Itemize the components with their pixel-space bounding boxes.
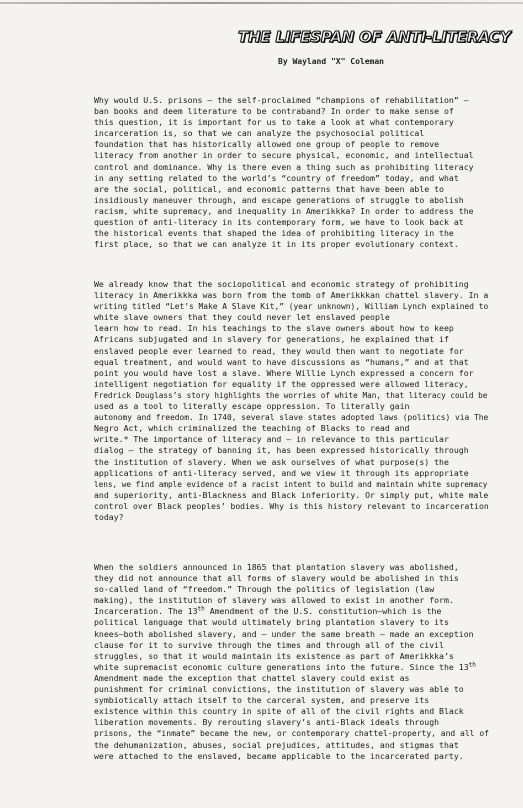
text-line: literacy in Amerikkka was born from the tomb of Amerikkkan chattel slavery. In a (94, 290, 489, 301)
text-line: intelligent negotiation for equality if the oppressed were allowed literacy, (94, 378, 469, 389)
text-line: enslaved people ever learned to read, they would then want to negotiate for (94, 345, 464, 356)
text-line: When the soldiers announced in 1865 that plantation slavery was abolished, (94, 562, 459, 572)
text-line: control over Black peoples’ bodies. Why is this history relevant to incarceration (94, 500, 489, 511)
text-line: Incarceration. The 13th Amendment of the U.S. constitution–which is the (94, 605, 442, 617)
text-line: insidiously maneuver through, and escape generations of struggle to abolish (94, 194, 464, 205)
text-line: the historical events that shaped the idea of prohibiting literacy in the (94, 228, 454, 239)
text-line: autonomy and freedom. In 1740, several slave states adopted laws (politics) via The (94, 413, 489, 423)
text-line: control and dominance. Why is there even a thing such as prohibiting literacy (94, 161, 474, 172)
text-line: dialog – the strategy of banning it, has been expressed historically through (94, 445, 469, 456)
paragraph-2 (94, 279, 490, 523)
text-line: point you would have lost a slave. Where Willie Lynch expressed a concern for (94, 367, 474, 378)
text-line: first place, so that we can analyze it in its proper evolutionary context. (94, 239, 459, 250)
text-line: the institution of slavery. When we ask ourselves of what purpose(s) the (94, 456, 449, 467)
text-line: equal treatment, and would want to have discussions as “humans,” and at that (94, 356, 469, 367)
text-line: and superiority, anti-Blackness and Black inferiority. Or simply put, white male (94, 489, 489, 500)
text-line: prisons, the “inmate” became the new, or contemporary chattel-property, and all of (94, 729, 489, 739)
text-line: symbiotically attach itself to the carceral system, and preserve its (94, 695, 430, 706)
text-line: liberation movements. By rerouting slavery’s anti-Black ideals through (94, 717, 440, 728)
text-line: racism, white supremacy, and inequality in Amerikkka? In order to address the (94, 205, 474, 216)
text-line: write.* The importance of literacy and – in relevance to this particular (94, 434, 449, 445)
text-line: Fredrick Douglass’s story highlights the worries of white Man, that literacy could be (94, 390, 488, 400)
text-line: lens, we find ample evidence of a racist intent to build and maintain white supremacy (94, 479, 488, 489)
text-line: used as a tool to literally escape oppression. To literally gain (94, 401, 410, 412)
page-edge-line (0, 2, 523, 4)
text-line: Amendment made the exception that chattel slavery could exist as (94, 672, 410, 683)
text-line: incarceration is, so that we can analyze the psychosocial political (94, 128, 425, 139)
text-line: white supremacist economic culture generations into the future. Since the 13th (94, 661, 476, 672)
text-line: this question, it is important for us to take a look at what contemporary (94, 117, 454, 128)
article-byline: By Wayland "X" Coleman (278, 57, 384, 66)
text-line: question of anti-literacy in its contemporary form, we have to look back at (94, 217, 464, 228)
paragraph-3 (94, 562, 490, 762)
paragraph-1 (94, 95, 490, 250)
text-line: ban books and deem literature to be contraband? In order to make sense of (94, 106, 454, 117)
text-line: are the social, political, and economic patterns that have been able to (94, 183, 444, 194)
text-line: Why would U.S. prisons – the self-proclaimed “champions of rehabilitation” – (94, 95, 469, 105)
text-line: learn how to read. In his teachings to the slave owners about how to keep (94, 323, 454, 334)
text-line: political language that would ultimately bring plantation slavery to its (94, 617, 449, 628)
text-line: Negro Act, which criminalized the teaching of Blacks to read and (94, 423, 410, 434)
text-line: We already know that the sociopolitical and economic strategy of prohibiting (94, 279, 469, 289)
article-title: THE LIFESPAN OF ANTI-LITERACY (238, 28, 511, 46)
text-line: writing titled “Let’s Make A Slave Kit,” (year unknown), William Lynch explained to (94, 302, 489, 312)
text-line: applications of anti-literacy served, and we view it through its appropriate (94, 467, 469, 478)
text-line: literacy from another in order to secure physical, economic, and intellectual (94, 150, 474, 161)
text-line: Africans subjugated and in slavery for generations, he explained that if (94, 334, 449, 345)
text-line: knees–both abolished slavery, and – under the same breath – made an exception (94, 628, 474, 639)
text-line: the dehumanization, abuses, social prejudices, attitudes, and stigmas that (94, 739, 459, 750)
text-line: struggles, so that it would maintain its existence as part of Amerikkka’s (94, 650, 454, 661)
text-line: punishment for criminal convictions, the institution of slavery was able to (94, 684, 464, 695)
text-line: making), the institution of slavery was allowed to exist in another form. (94, 595, 454, 606)
text-line: were attached to the enslaved, became applicable to the incarcerated party. (94, 750, 464, 761)
text-line: they did not announce that all forms of slavery would be abolished in this (94, 573, 459, 584)
text-line: foundation that has historically allowed one group of people to remove (94, 139, 440, 150)
text-line: existence within this country in spite of all of the civil rights and Black (94, 706, 464, 717)
text-line: white slave owners that they could never let enslaved people (94, 312, 390, 323)
text-line: in any setting related to the world’s “country of freedom” today, and what (94, 172, 459, 183)
text-line: today? (94, 511, 124, 522)
text-line: clause for it to survive through the times and through all of the civil (94, 639, 444, 650)
text-line: so-called land of “freedom.” Through the politics of legislation (law (94, 584, 435, 595)
